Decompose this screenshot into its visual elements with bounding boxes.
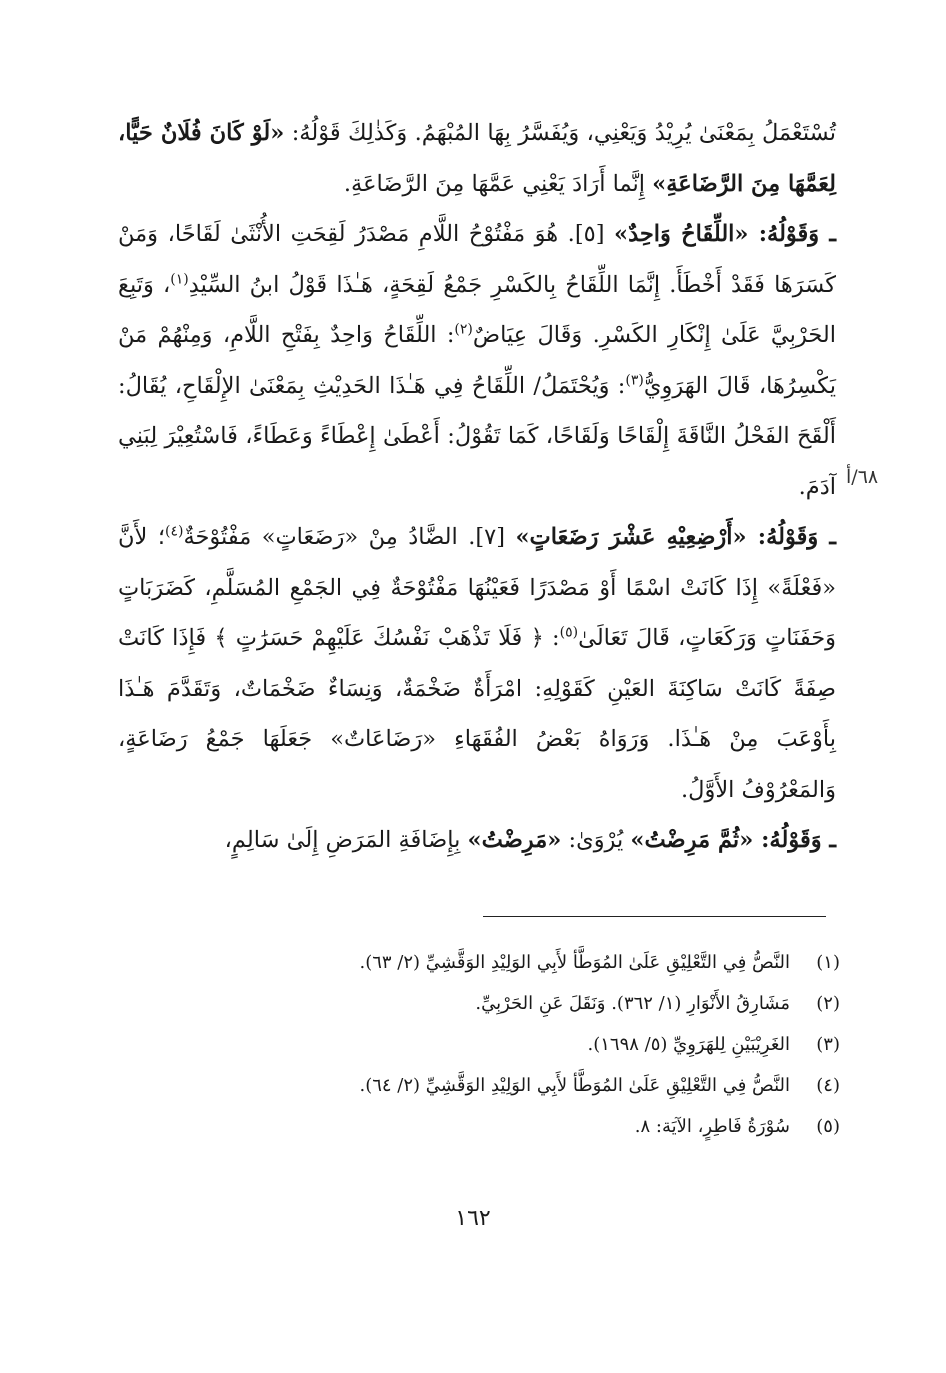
bold-text: «لَوْ كَانَ فُلَانٌ حَيًّا، لِعَمَّهَا مِنَ الرَّضَاعَةِ» bbox=[118, 120, 836, 197]
footnote-item bbox=[300, 1106, 840, 1147]
text-segment: إِنَّما أَرَادَ يَعْنِي عَمَّهَا مِنَ الرَّضَاعَةِ. bbox=[343, 170, 653, 197]
footnote-text: النَّصُّ فِي التَّعْلِيْقِ عَلَىٰ المُوَطَّأ لأَبِي الوَلِيْدِ الوَقَّشِيِّ (٢/ ٦٣). bbox=[359, 952, 790, 973]
footnotes bbox=[300, 942, 840, 1147]
paragraph bbox=[118, 512, 836, 815]
footnote-item bbox=[300, 1065, 840, 1106]
footnote-separator bbox=[483, 916, 826, 917]
paragraph bbox=[118, 108, 836, 209]
page-number: ١٦٢ bbox=[455, 1206, 491, 1231]
bold-text: «ثُمَّ مَرِضْتُ» bbox=[630, 827, 754, 853]
footnote-item bbox=[300, 983, 840, 1024]
paragraph bbox=[118, 209, 836, 512]
text-segment: يُرْوَىٰ: bbox=[561, 827, 631, 853]
text-segment: : وَيُحْتَمَلُ/ اللِّقَاحُ فِي هَـٰذَا الحَدِيْثِ بِمَعْنَىٰ الإِلْقَاحِ، يُقَالُ: أَلْقَحَ الفَحْلُ النَّاقَةَ إِلْقَاحًا وَلَقَاحًا، كَمَا تَقُوْلُ: أَعْطَىٰ إِعْطَاءً وَعَطَاءً، فَاسْتُعِيْرَ لِبَنِي آدَمَ. bbox=[118, 372, 836, 500]
footnote-item bbox=[300, 1024, 840, 1065]
bold-text: «اللِّقَاحُ وَاحِدٌ» bbox=[614, 221, 749, 247]
text-segment: تُسْتَعْمَلُ بِمَعْنَىٰ يُرِيْدُ وَيَعْنِي، وَيُفَسَّرُ بِهَا المُبْهَمُ. وَكَذٰلِكَ قَوْلُهُ: bbox=[284, 120, 836, 146]
text-segment: [٥]. هُوَ مَفْتُوْحُ اللَّامِ مَصْدَرُ لَقِحَتِ الأُنْثَىٰ لَقَاحًا، وَمَنْ كَسَرَهَا فَقَدْ أَخْطَأَ. إِنَّمَا اللِّقَاحُ بِالكَسْرِ جَمْعُ لَقِحَةٍ، هَـٰذَا قَوْلُ ابنُ السِّيْدِ bbox=[118, 221, 836, 298]
footnote-number: (٤) bbox=[816, 1075, 840, 1096]
margin-folio-note: ٦٨/أ bbox=[846, 466, 879, 488]
text-segment: ، وَتَبِعَ الحَرْبِيَّ عَلَىٰ إِنْكَارِ الكَسْرِ. وَقَالَ عِيَاضٌ bbox=[118, 271, 836, 348]
bold-text: «مَرِضْتُ» bbox=[467, 827, 562, 853]
footnote-text: الغَرِيْبَيْنِ لِلهَرَوِيِّ (٥/ ١٦٩٨). bbox=[587, 1034, 790, 1055]
text-segment: [٧]. الضَّادُ مِنْ «رَضَعَاتٍ» مَفْتُوْحَةٌ bbox=[183, 524, 516, 550]
text-segment: بِإِضَافَةِ المَرَضِ إِلَىٰ سَالِمٍ، bbox=[224, 827, 468, 853]
footnote-reference: (٢) bbox=[454, 321, 473, 338]
footnote-text: سُوْرَةُ فَاطِرٍ، الآيَة: ٨. bbox=[634, 1116, 790, 1137]
footnote-reference: (١) bbox=[170, 271, 189, 287]
bold-text: «أَرْضِعِيْهِ عَشْرَ رَضَعَاتٍ» bbox=[515, 524, 747, 550]
footnote-number: (١) bbox=[816, 952, 840, 973]
paragraph bbox=[118, 815, 836, 866]
bold-text: ـ وَقَوْلُهُ: bbox=[748, 221, 836, 247]
footnote-item bbox=[300, 942, 840, 983]
footnote-reference: (٥) bbox=[559, 624, 579, 641]
footnote-number: (٢) bbox=[816, 993, 840, 1014]
text-segment: ؛ لأَنَّ «فَعْلَةً» إِذَا كَانَتْ اسْمًا أَوْ مَصْدَرًا فَعَيْنُهَا مَفْتُوْحَةٌ فِي الجَمْعِ المُسَلَّمِ، كَضَرَبَاتٍ وَحَفَنَاتٍ وَرَكَعَاتٍ، قَالَ تَعَالَىٰ bbox=[118, 524, 836, 651]
text-segment: : اللِّقَاحُ وَاحِدٌ بِفَتْحِ اللَّامِ، وَمِنْهُمْ مَنْ يَكْسِرُهَا، قَالَ الهَرَوِيُّ bbox=[118, 322, 836, 399]
main-text bbox=[118, 108, 836, 866]
text-segment: : ﴿ فَلَا تَذْهَبْ نَفْسُكَ عَلَيْهِمْ حَسَرَٰتٍ ﴾ فَإِذَا كَانَتْ صِفَةً كَانَتْ سَاكِنَةَ العَيْنِ كَقَوْلِهِ: امْرَأَةٌ ضَخْمَةٌ، وَنِسَاءٌ ضَخْمَاتٌ، وَتَقَدَّمَ هَـٰذَا بِأَوْعَبَ مِنْ هَـٰذَا. وَرَوَاهُ بَعْضُ الفُقَهَاءِ «رَضَاعَاتٌ» جَعَلَهَا جَمْعُ رَضَاعَةٍ، وَالمَعْرُوْفُ الأَوَّلُ. bbox=[118, 625, 836, 803]
bold-text: ـ وَقَوْلُهُ: bbox=[753, 827, 836, 853]
footnote-number: (٣) bbox=[816, 1034, 840, 1055]
bold-text: ـ وَقَوْلُهُ: bbox=[746, 524, 836, 550]
footnote-reference: (٣) bbox=[625, 372, 644, 388]
footnote-reference: (٤) bbox=[164, 523, 184, 540]
footnote-number: (٥) bbox=[816, 1116, 840, 1137]
footnote-text: مَشَارِقُ الأَنْوَارِ (١/ ٣٦٢). وَنَقَلَ عَنِ الحَرْبِيِّ. bbox=[475, 993, 790, 1014]
footnote-text: النَّصُّ فِي التَّعْلِيْقِ عَلَىٰ المُوَطَّأ لأَبِي الوَلِيْدِ الوَقَّشِيِّ (٢/ ٦٤). bbox=[359, 1075, 790, 1096]
